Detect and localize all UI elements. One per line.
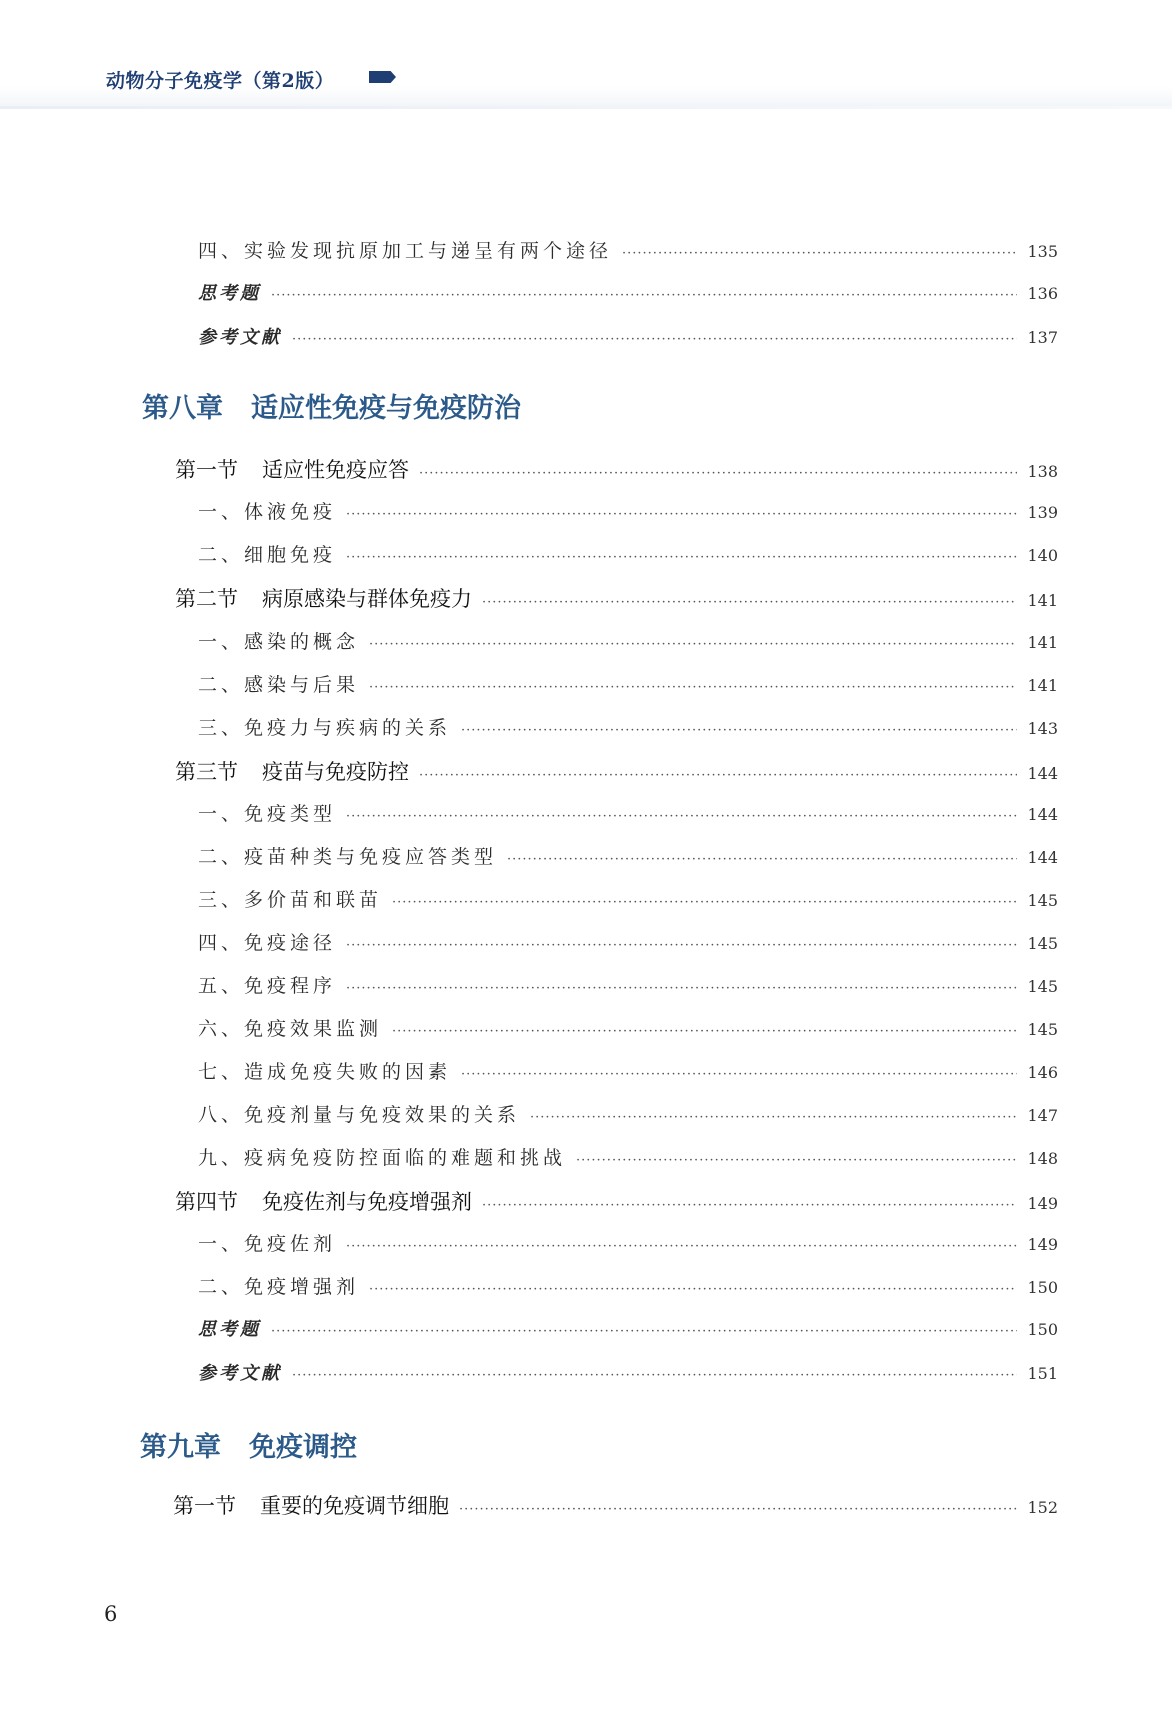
section-number: 第四节: [175, 1190, 238, 1214]
section-title: 疫苗与免疫防控: [262, 760, 409, 784]
toc-item-label: 参考文献: [198, 327, 282, 348]
toc-item-label: 思考题: [198, 1319, 261, 1340]
chapter-title: 免疫调控: [249, 1432, 357, 1463]
toc-item-label: 一、免疫佐剂: [198, 1233, 337, 1255]
toc-item-label: 七、造成免疫失败的因素: [198, 1061, 452, 1083]
toc-page-number: 150: [1027, 1278, 1058, 1297]
toc-section: [175, 583, 1058, 613]
toc-page-number: 145: [1027, 1020, 1058, 1039]
toc-item-label: 二、免疫增强剂: [198, 1276, 360, 1298]
toc-page-number: 149: [1027, 1235, 1058, 1254]
dot-leader: [482, 595, 1017, 610]
toc-page-number: 144: [1027, 848, 1058, 867]
toc-item: [198, 971, 1058, 998]
toc-item: [198, 1057, 1058, 1084]
dot-leader: [419, 466, 1017, 481]
toc-item: [198, 885, 1058, 912]
toc-item: [198, 1143, 1058, 1170]
toc-item-label: 六、免疫效果监测: [198, 1018, 383, 1040]
toc-page-number: 144: [1027, 805, 1058, 824]
toc-section: [173, 1490, 1058, 1520]
toc-item: [198, 842, 1058, 869]
dot-leader: [461, 723, 1017, 738]
toc-page-number: 141: [1027, 633, 1058, 652]
toc-page-number: 144: [1027, 764, 1058, 783]
toc-item-label: 四、实验发现抗原加工与递呈有两个途径: [198, 240, 613, 262]
toc-section: [175, 756, 1058, 786]
section-number: 第二节: [175, 587, 238, 611]
dot-leader: [346, 1239, 1017, 1254]
section-number: 第一节: [175, 458, 238, 482]
toc-page-number: 152: [1027, 1498, 1058, 1517]
dot-leader: [392, 1024, 1017, 1039]
toc-item: [198, 799, 1058, 826]
dot-leader: [369, 637, 1017, 652]
toc-page-number: 148: [1027, 1149, 1058, 1168]
toc-page-number: 147: [1027, 1106, 1058, 1125]
toc-item: [198, 1229, 1058, 1256]
toc-item-label: 一、体液免疫: [198, 501, 337, 523]
toc-page-number: 145: [1027, 977, 1058, 996]
dot-leader: [461, 1067, 1017, 1082]
page-number: 6: [104, 1602, 118, 1626]
chapter-title: 适应性免疫与免疫防治: [251, 393, 521, 424]
dot-leader: [576, 1153, 1017, 1168]
toc-page-number: 146: [1027, 1063, 1058, 1082]
dot-leader: [292, 1368, 1017, 1383]
section-number: 第一节: [173, 1494, 236, 1518]
dot-leader: [271, 1324, 1017, 1339]
section-number: 第三节: [175, 760, 238, 784]
toc-item-label: 二、疫苗种类与免疫应答类型: [198, 846, 498, 868]
dot-leader: [369, 680, 1017, 695]
dot-leader: [482, 1198, 1017, 1213]
chapter-number: 第八章: [142, 393, 223, 424]
section-title: 免疫佐剂与免疫增强剂: [262, 1190, 472, 1214]
toc-item-label: 三、多价苗和联苗: [198, 889, 383, 911]
toc-item-label: 思考题: [198, 283, 261, 304]
toc-page-number: 141: [1027, 676, 1058, 695]
dot-leader: [419, 768, 1017, 783]
toc-item: [198, 1014, 1058, 1041]
toc-item: [198, 497, 1058, 524]
toc-page-number: 135: [1027, 242, 1058, 261]
toc-page-number: 137: [1027, 328, 1058, 347]
header-rule: [0, 106, 1172, 109]
toc-item: [198, 323, 1058, 349]
chapter-heading: [140, 1425, 357, 1464]
toc-item-label: 三、免疫力与疾病的关系: [198, 717, 452, 739]
toc-item: [198, 670, 1058, 697]
dot-leader: [530, 1110, 1017, 1125]
toc-page-number: 151: [1027, 1364, 1058, 1383]
toc-item: [198, 540, 1058, 567]
dot-leader: [346, 809, 1017, 824]
toc-item: [198, 1100, 1058, 1127]
toc-item-label: 一、感染的概念: [198, 631, 360, 653]
toc-item-label: 参考文献: [198, 1363, 282, 1384]
toc-page-number: 138: [1027, 462, 1058, 481]
dot-leader: [346, 938, 1017, 953]
dot-leader: [622, 246, 1017, 261]
toc-section: [175, 1186, 1058, 1216]
toc-page-number: 140: [1027, 546, 1058, 565]
toc-page-number: 145: [1027, 891, 1058, 910]
section-title: 适应性免疫应答: [262, 458, 409, 482]
dot-leader: [459, 1502, 1017, 1517]
toc-item-label: 五、免疫程序: [198, 975, 337, 997]
toc-page-number: 139: [1027, 503, 1058, 522]
toc-item: [198, 1315, 1058, 1341]
running-header: [0, 0, 1172, 108]
dot-leader: [392, 895, 1017, 910]
dot-leader: [346, 981, 1017, 996]
dot-leader: [292, 332, 1017, 347]
section-title: 重要的免疫调节细胞: [260, 1494, 449, 1518]
header-arrow-mark: [369, 71, 396, 83]
toc-item: [198, 1272, 1058, 1299]
toc-item: [198, 279, 1058, 305]
toc-item-label: 四、免疫途径: [198, 932, 337, 954]
toc-item: [198, 713, 1058, 740]
toc-page-number: 143: [1027, 719, 1058, 738]
toc-item-label: 一、免疫类型: [198, 803, 337, 825]
book-title: 动物分子免疫学（第2版）: [106, 70, 335, 92]
toc-item-label: 二、感染与后果: [198, 674, 360, 696]
toc-item: [198, 236, 1058, 263]
toc-page-number: 150: [1027, 1320, 1058, 1339]
toc-item-label: 二、细胞免疫: [198, 544, 337, 566]
toc-item-label: 九、疫病免疫防控面临的难题和挑战: [198, 1147, 567, 1169]
dot-leader: [271, 288, 1017, 303]
toc-page-number: 136: [1027, 284, 1058, 303]
toc-item: [198, 928, 1058, 955]
toc-item-label: 八、免疫剂量与免疫效果的关系: [198, 1104, 521, 1126]
dot-leader: [369, 1282, 1017, 1297]
dot-leader: [507, 852, 1017, 867]
dot-leader: [346, 507, 1017, 522]
toc-page-number: 145: [1027, 934, 1058, 953]
section-title: 病原感染与群体免疫力: [262, 587, 472, 611]
chapter-heading: [142, 386, 521, 425]
toc-page-number: 149: [1027, 1194, 1058, 1213]
toc-section: [175, 454, 1058, 484]
toc-page-number: 141: [1027, 591, 1058, 610]
toc-item: [198, 1359, 1058, 1385]
chapter-number: 第九章: [140, 1432, 221, 1463]
dot-leader: [346, 550, 1017, 565]
toc-item: [198, 627, 1058, 654]
